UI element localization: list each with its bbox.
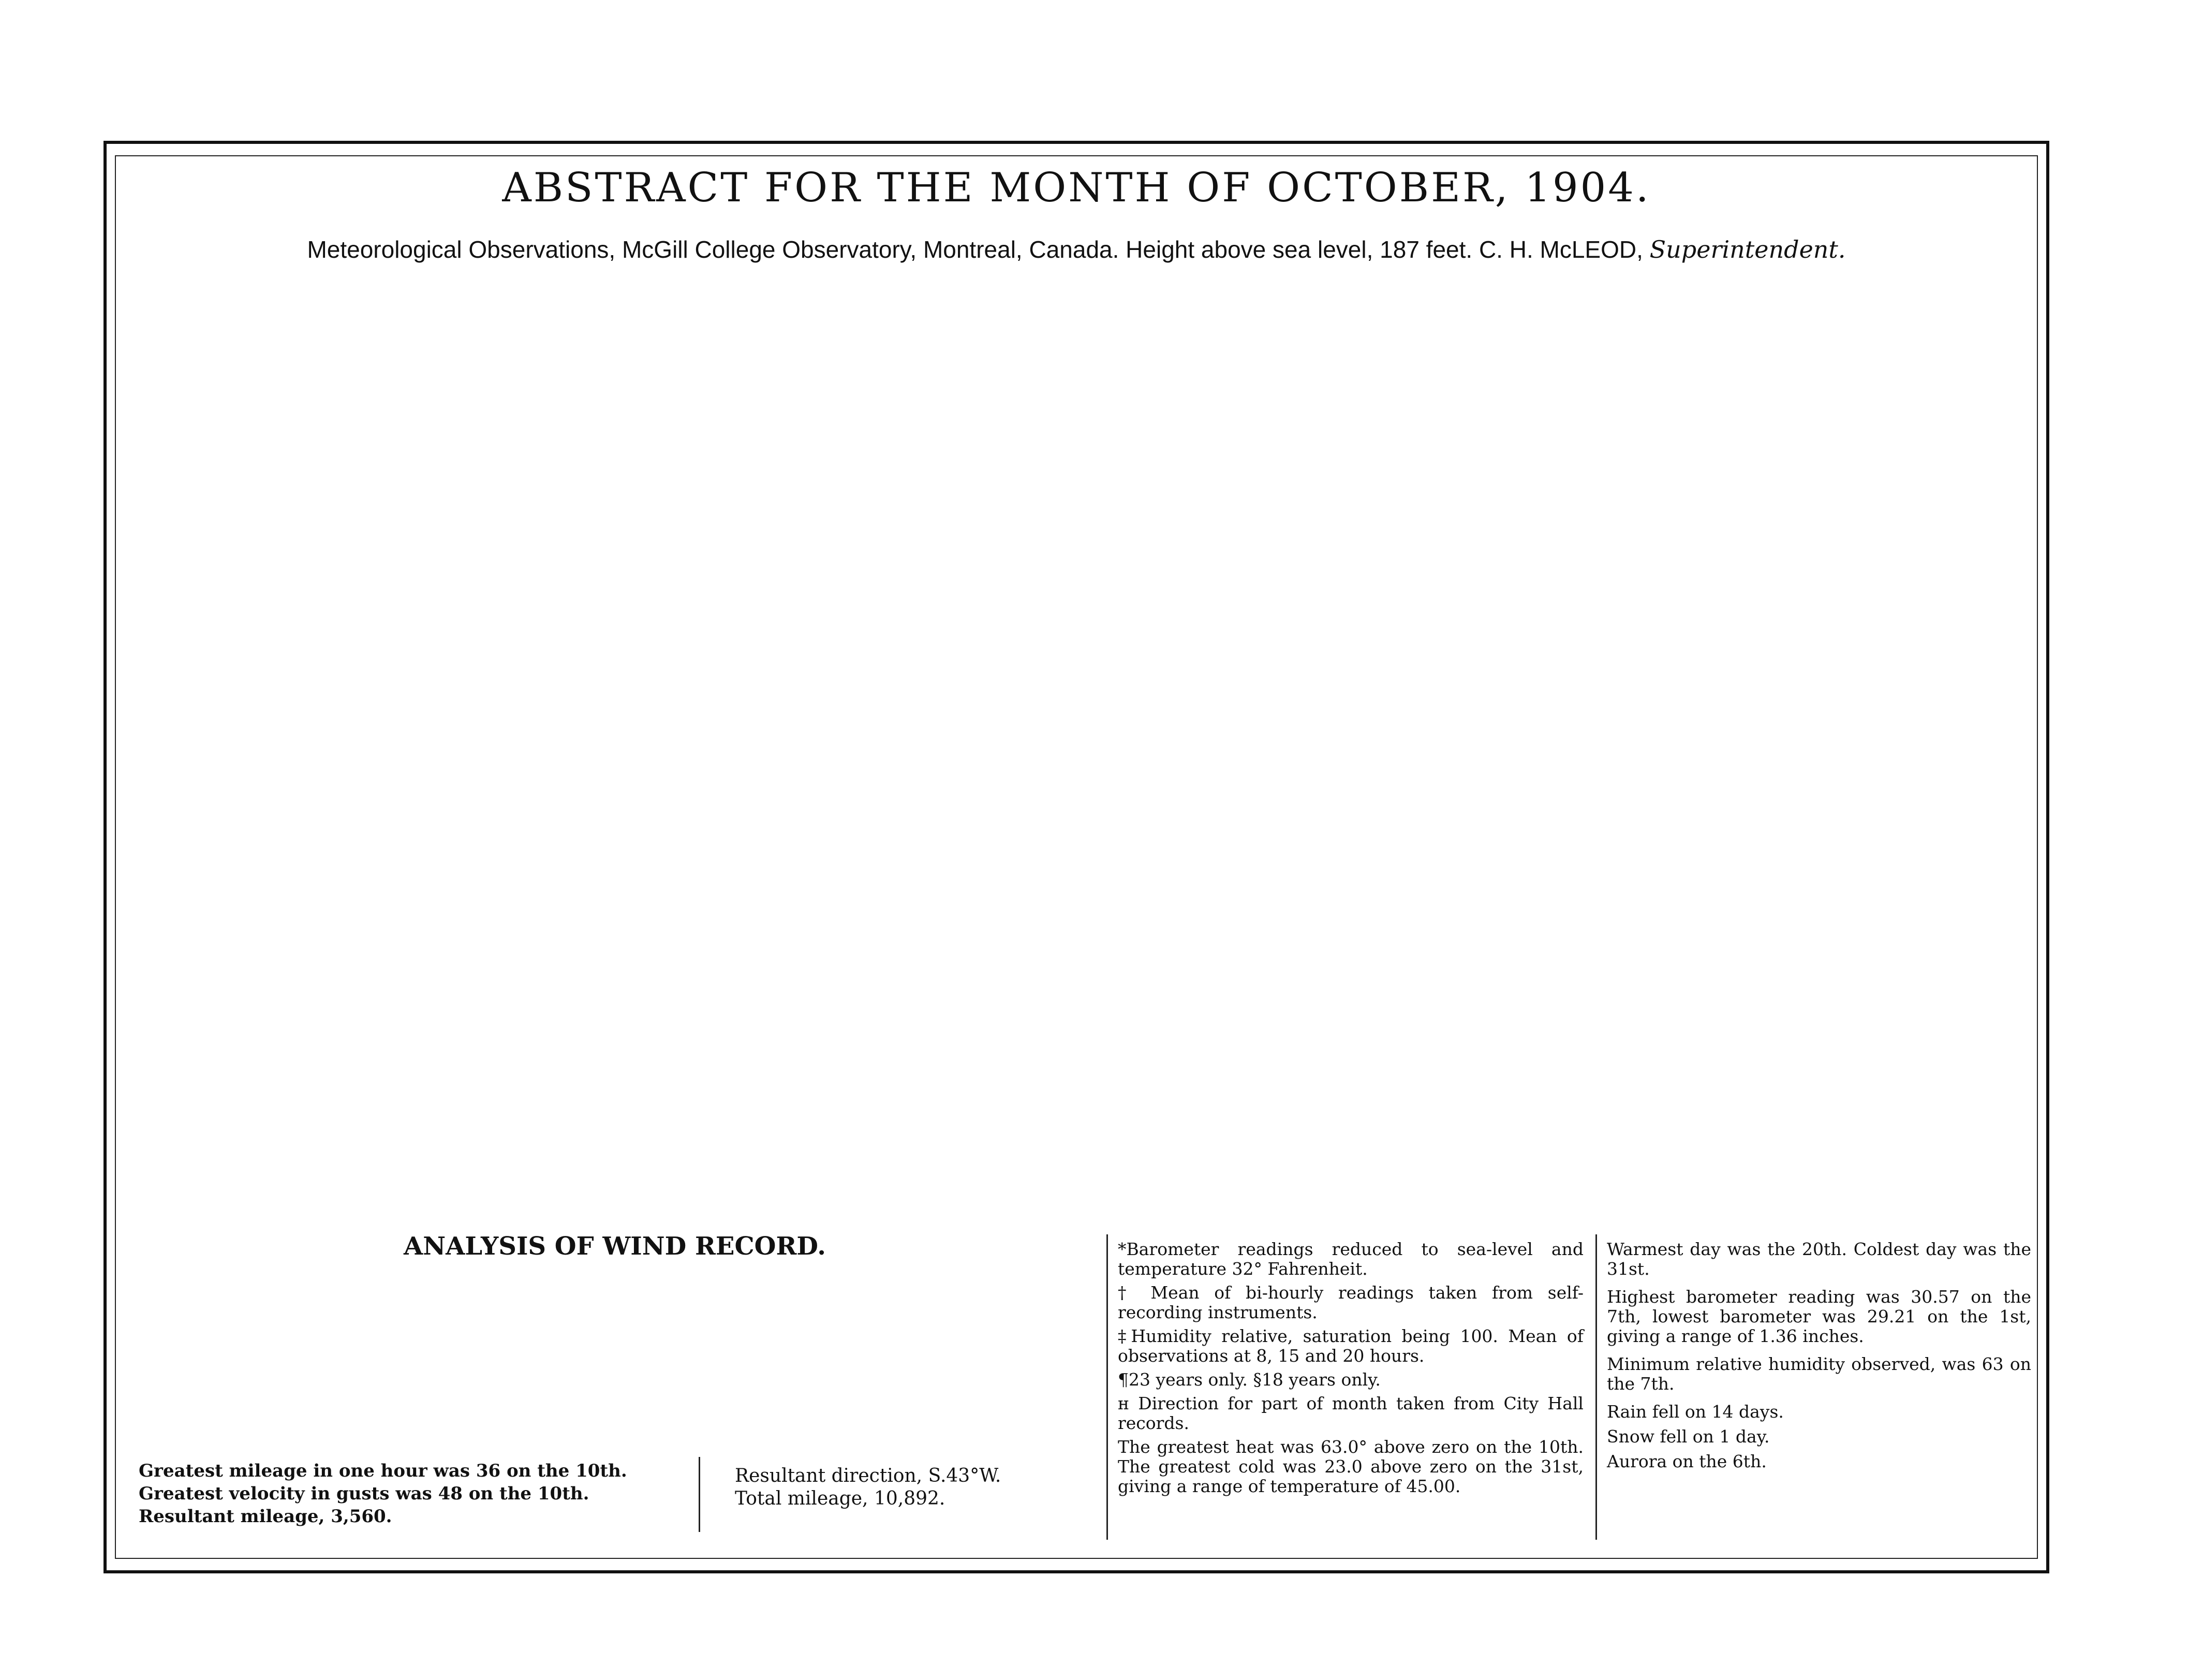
remark: Minimum relative humidity observed, was 63 on the 7th. <box>1607 1354 2031 1394</box>
footnote: *Barometer readings reduced to sea-level and temperature 32° Fahrenheit. <box>1118 1239 1584 1279</box>
wind-note: Greatest mileage in one hour was 36 on the 10th. <box>139 1461 627 1481</box>
footnote: The greatest heat was 63.0° above zero on the 10th. The greatest cold was 23.0 above zero on the 31st, giving a range of temperature of 45.00. <box>1118 1437 1584 1496</box>
footnote: ‡Humidity relative, saturation being 100. Mean of observations at 8, 15 and 20 hours. <box>1118 1326 1584 1366</box>
footnote: ¶23 years only. §18 years only. <box>1118 1369 1381 1390</box>
wind-notes-left <box>139 1460 627 1528</box>
page-title: ABSTRACT FOR THE MONTH OF OCTOBER, 1904. <box>502 165 1651 211</box>
remark: Snow fell on 1 day. <box>1607 1426 1770 1447</box>
wind-note: Greatest velocity in gusts was 48 on the 10th. <box>139 1483 589 1504</box>
wind-notes-right <box>735 1465 1001 1510</box>
divider <box>1106 1234 1108 1540</box>
remark: Aurora on the 6th. <box>1607 1451 1767 1471</box>
divider <box>699 1457 700 1532</box>
remark: Highest barometer reading was 30.57 on the 7th, lowest barometer was 29.21 on the 1st, giving a range of 1.36 inches. <box>1607 1287 2031 1346</box>
page-subtitle <box>115 235 2038 263</box>
footnote: † Mean of bi-hourly readings taken from self-recording instruments. <box>1118 1283 1584 1322</box>
subtitle-text: Meteorological Observations, McGill College Observatory, Montreal, Canada. Height above sea level, 187 feet. C. H. McLEOD, <box>307 236 1643 263</box>
wind-note: Resultant direction, S.43°W. <box>735 1465 1001 1486</box>
divider <box>1595 1234 1597 1540</box>
wind-note: Total mileage, 10,892. <box>735 1488 945 1509</box>
remark: Warmest day was the 20th. Coldest day was the 31st. <box>1607 1239 2031 1279</box>
footnote: ʜ Direction for part of month taken from City Hall records. <box>1118 1393 1584 1433</box>
wind-analysis-title: ANALYSIS OF WIND RECORD. <box>404 1232 826 1261</box>
footnotes <box>1118 1240 1584 1496</box>
remark: Rain fell on 14 days. <box>1607 1402 1784 1422</box>
wind-note: Resultant mileage, 3,560. <box>139 1506 392 1527</box>
subtitle-role: Superintendent. <box>1649 235 1846 263</box>
remarks <box>1607 1240 2031 1471</box>
